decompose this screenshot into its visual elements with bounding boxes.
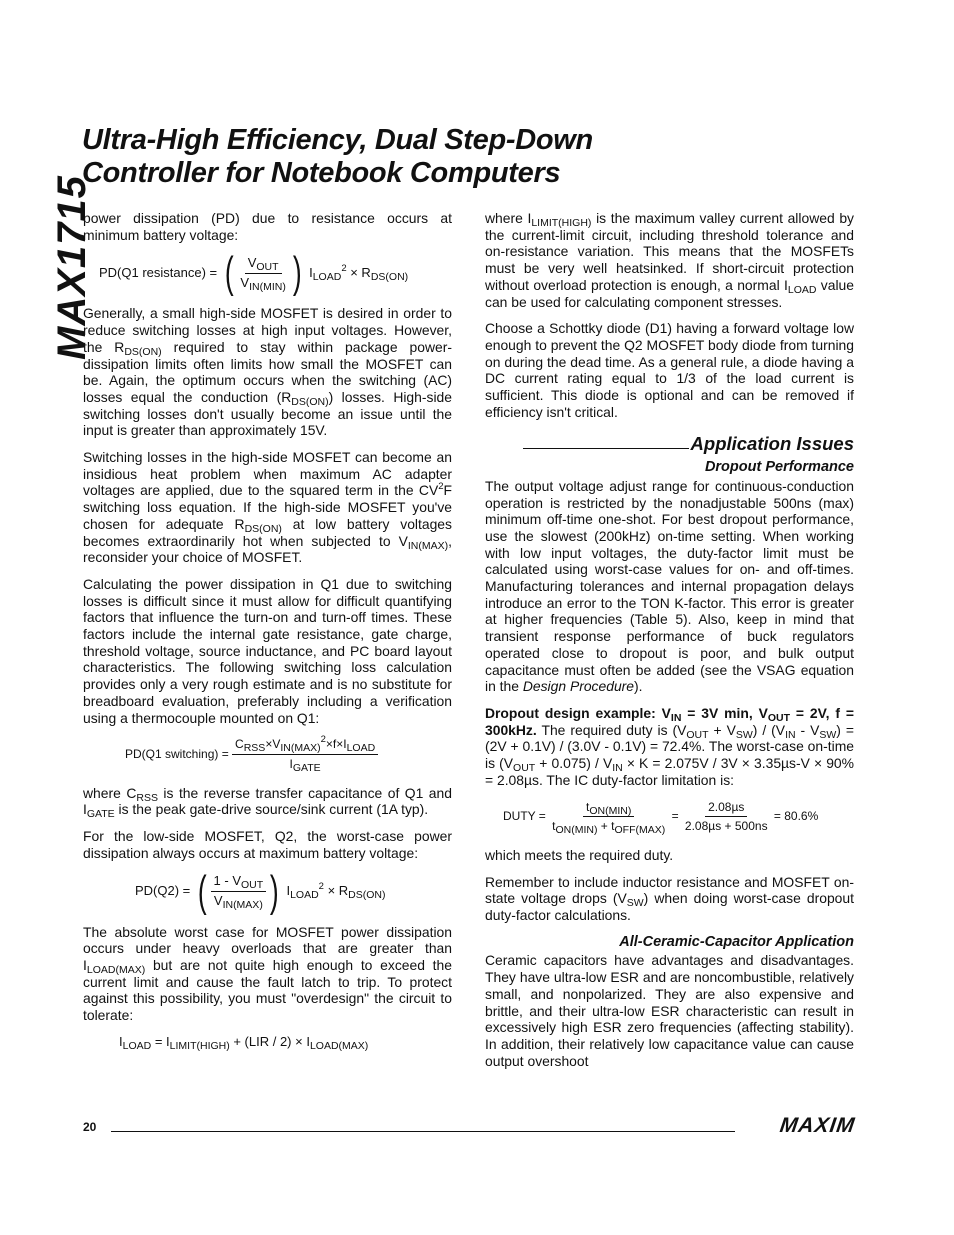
equation-duty: DUTY = $\frac{t_{ON(MIN)}}{t_{ON(MIN)} + t_{OFF(MAX)}}$ = $\frac{\text{2.08µs}}{\text{2.08µs + 500ns}}$ = 80.6% <box>503 799 819 837</box>
paragraph: Dropout design example: $V_{IN} = 3V$ min, $V_{OUT} = 2V$, f = 300kHz. The required duty is $(V_{OUT} + V_{SW}) / (V_{IN} - V_{SW}) = (2V + 0.1V) / (3.0V - 0.1V) = 72.4\%$. The worst-case on-time is $(V_{OUT} + 0.075) / V_{IN} \times K = 2.075V / 3V \times 3.35\mu s-V \times 90\% = 2.08\mu s$. The IC duty-factor limitation is: <box>485 704 854 788</box>
maxim-logo: MAXIM <box>778 1114 857 1137</box>
paragraph: For the low-side MOSFET, Q2, the worst-case power dissipation always occurs at maximum battery voltage: <box>83 828 452 861</box>
page-title: Ultra-High Efficiency, Dual Step-Down Controller for Notebook Computers <box>82 124 593 189</box>
paragraph: which meets the required duty. <box>485 846 674 863</box>
subheading-dropout-performance: Dropout Performance <box>704 459 854 476</box>
part-number-side: MAX1715 <box>50 175 94 360</box>
paragraph: Ceramic capacitors have advantages and disadvantages. They have ultra-low ESR and are noncombustible, relatively small, and nonpolarized. They are also expensive and brittle, and their ultra-low ESR characteristic can result in excessively high ESR zero frequencies (affecting stability). In addition, their relatively low capacitance value can cause output overshoot <box>485 952 854 1069</box>
paragraph: Choose a Schottky diode (D1) having a forward voltage low enough to prevent the Q2 MOSFET body diode from turning on during the dead time. As a general rule, a diode having a DC current rating equal to 1/3 of the load current is sufficient. This diode is optional and can be removed if efficiency isn't critical. <box>485 320 854 420</box>
right-column <box>485 210 854 1079</box>
left-column <box>83 210 452 1062</box>
equation-iload: $I_{LOAD} = I_{LIMIT(HIGH)} + (LIR / 2) \times I_{LOAD(MAX)}$ <box>119 1033 369 1052</box>
section-heading-application-issues: Application Issues <box>485 436 854 453</box>
page-number: 20 <box>83 1120 97 1134</box>
paragraph: The absolute worst case for MOSFET power dissipation occurs under heavy overloads that are greater than $I_{LOAD(MAX)}$ but are not quite high enough to exceed the current limit and cause the fault latch to trip. To protect against this possibility, you must "overdesign" the circuit to tolerate: <box>83 923 452 1024</box>
equation-pd-q2: PD(Q2) = ( $\frac{1 - V_{OUT}}{V_{IN(MAX)}}$ ) $I_{LOAD}^2 \times R_{DS(ON)}$ <box>135 866 386 916</box>
paragraph: Generally, a small high-side MOSFET is desired in order to reduce switching losses at high input voltages. However, the $R_{DS(ON)}$ required to stay within package power-dissipation limits often limits how small the MOSFET can be. Again, the optimum occurs when the switching (AC) losses equal the conduction $(R_{DS(ON)})$ losses. High-side switching losses don't usually become an issue until the input is greater than approximately 15V. <box>83 305 452 439</box>
footer-rule <box>111 1131 735 1132</box>
paragraph: The output voltage adjust range for continuous-conduction operation is restricted by the nonadjustable 500ns (max) minimum off-time one-shot. For best dropout performance, use the slowest (200kHz) on-time setting. When working with low input voltages, the duty-factor limit must be calculated using worst-case values for on- and off-times. Manufacturing tolerances and internal propagation delays introduce an error to the TON K-factor. This error is greater at higher frequencies (Table 5). Also, keep in mind that transient response performance of buck regulators operated close to dropout is poor, and bulk output capacitance must often be added (see the VSAG equation in the Design Procedure). <box>485 477 854 695</box>
paragraph: where $I_{LIMIT(HIGH)}$ is the maximum valley current allowed by the current-limit circuit, including threshold tolerance and on-resistance variation. This means that the MOSFETs must be very well heatsinked. If short-circuit protection without overload protection is enough, a normal $I_{LOAD}$ value can be used for calculating component stresses. <box>485 210 854 310</box>
equation-pd-q1-resistance: PD(Q1 resistance) = ( $\frac{V_{OUT}}{V_{IN(MIN)}}$ ) $I_{LOAD}^2 \times R_{DS(ON)}$ <box>99 248 409 298</box>
equation-pd-q1-switching: PD(Q1 switching) = $\frac{C_{RSS}\times V_{IN(MAX)}^2\times f\times I_{LOAD}}{I_{GATE}}$ <box>125 736 452 772</box>
paragraph: Switching losses in the high-side MOSFET can become an insidious heat problem when maximum AC adapter voltages are applied, due to the squared term in the $CV^2F$ switching loss equation. If the high-side MOSFET you've chosen for adequate $R_{DS(ON)}$ at low battery voltages becomes extraordinarily hot when subjected to $V_{IN(MAX)}$, reconsider your choice of MOSFET. <box>83 449 452 566</box>
page-footer <box>83 1112 855 1138</box>
paragraph: where $C_{RSS}$ is the reverse transfer capacitance of Q1 and $I_{GATE}$ is the peak gate-drive source/sink current (1A typ). <box>83 784 452 821</box>
subheading-all-ceramic-capacitor: All-Ceramic-Capacitor Application <box>619 933 854 950</box>
paragraph: power dissipation (PD) due to resistance occurs at minimum battery voltage: <box>83 210 452 243</box>
paragraph: Remember to include inductor resistance and MOSFET on-state voltage drops $(V_{SW})$ when doing worst-case dropout duty-factor calculations. <box>485 873 854 924</box>
paragraph: Calculating the power dissipation in Q1 due to switching losses is difficult since it must allow for difficult quantifying factors that influence the turn-on and turn-off times. These factors include the internal gate resistance, gate charge, threshold voltage, source inductance, and PC board layout characteristics. The following switching loss calculation provides only a very rough estimate and is no substitute for breadboard evaluation, preferably including a verification using a thermocouple mounted on Q1: <box>83 575 452 726</box>
